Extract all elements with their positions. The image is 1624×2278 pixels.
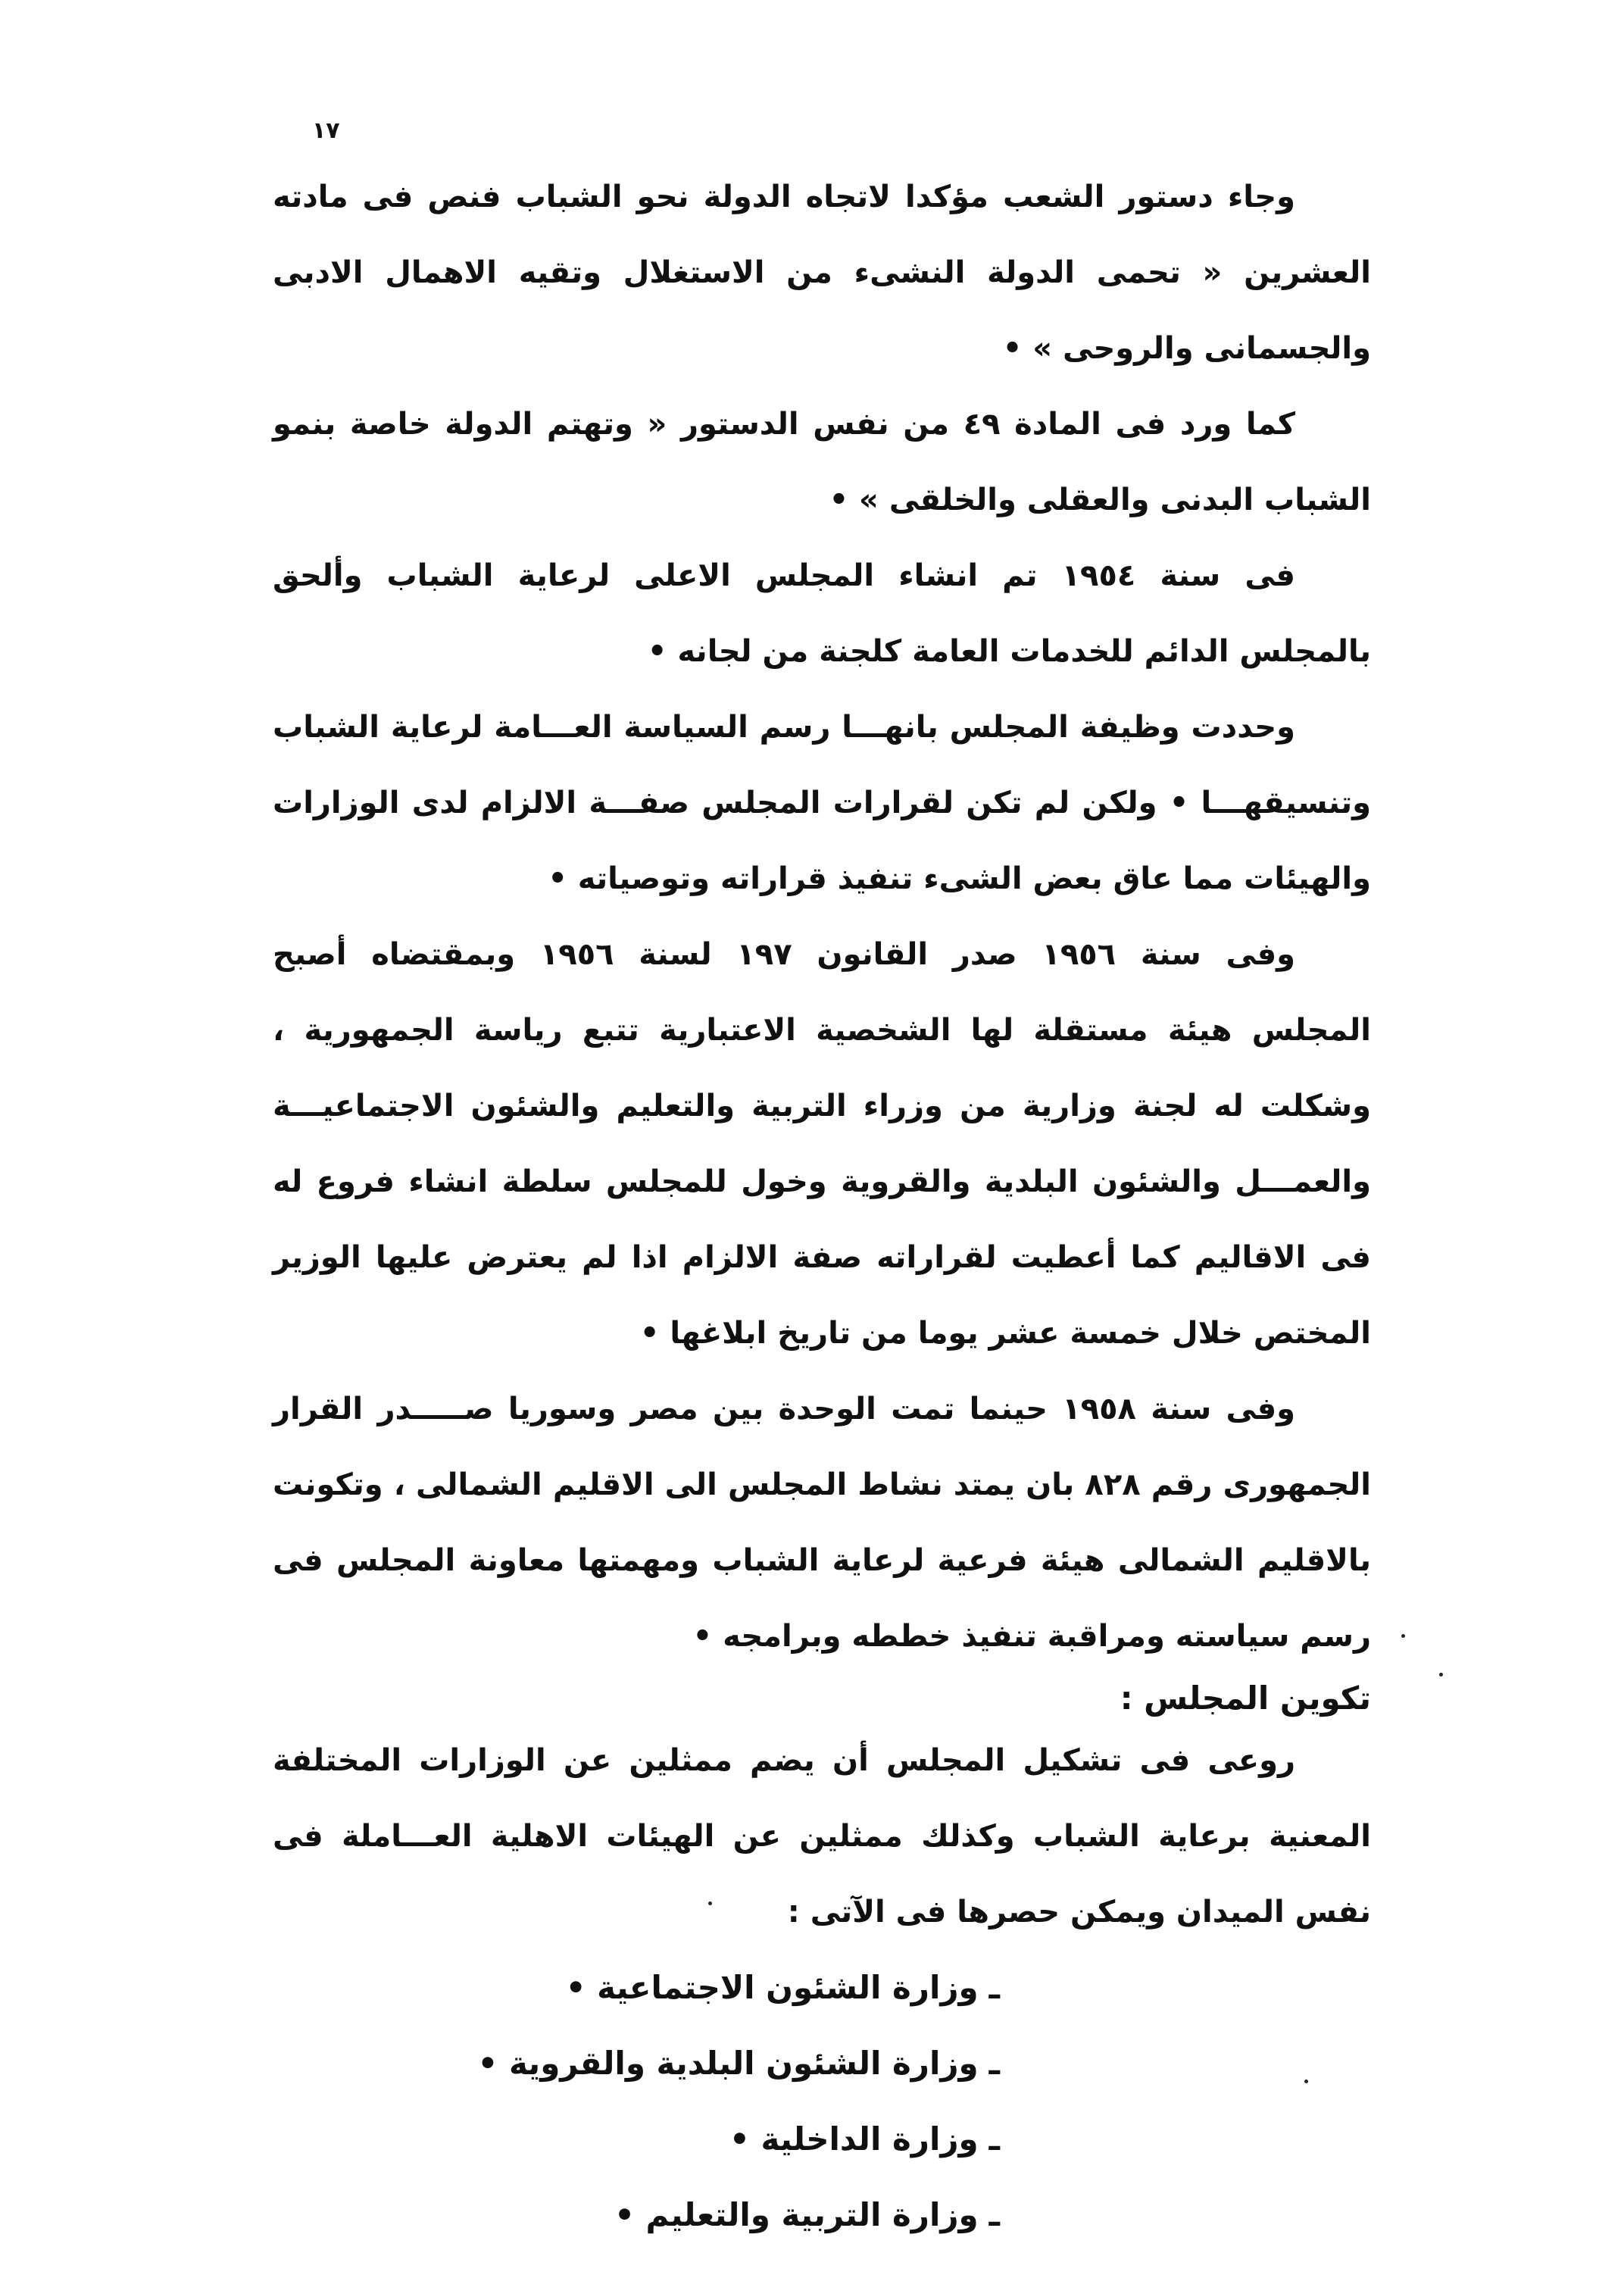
paragraph-constitution-article-49: كما ورد فى المادة ٤٩ من نفس الدستور « وتهتم الدولة خاصة بنمو الشباب البدنى والعقلى والخلقى » • [273,407,1371,517]
list-item-label: وزارة الشئون البلدية والقروية • [477,2045,979,2082]
list-item-label: وزارة التربية والتعليم • [614,2196,979,2233]
paragraph-union-1958: وفى سنة ١٩٥٨ حينما تمت الوحدة بين مصر وسوريا صـــــدر القرار الجمهورى رقم ٨٢٨ بان يمتد نشاط المجلس الى الاقليم الشمالى ، وتكونت بالاقليم الشمالى هيئة فرعية لرعاية الشباب ومهمتها معاونة المجلس فى رسم سياسته ومراقبة تنفيذ خططه وبرامجه • [273,1392,1372,1654]
body-text [273,159,1371,2253]
list-item [273,1950,1371,2026]
paragraph-council-function: وحددت وظيفة المجلس بانهـــا رسم السياسة العـــامة لرعاية الشباب وتنسيقهـــا • ولكن لم تكن لقرارات المجلس صفـــة الالزام لدى الوزارات والهيئات مما عاق بعض الشىء تنفيذ قراراته وتوصياته • [273,710,1371,896]
section-heading-council-formation: تكوين المجلس : [1120,1680,1371,1717]
dash-bullet-icon: ـ [988,2120,1000,2158]
list-item [273,2177,1371,2253]
paragraph-council-1954: فى سنة ١٩٥٤ تم انشاء المجلس الاعلى لرعاية الشباب وألحق بالمجلس الدائم للخدمات العامة كلجنة من لجانه • [273,558,1371,669]
list-item [273,2101,1371,2177]
ministries-list [273,1950,1371,2253]
paragraph-constitution-article-20: وجاء دستور الشعب مؤكدا لاتجاه الدولة نحو الشباب فنص فى مادته العشرين « تحمى الدولة النشىء من الاستغلال وتقيه الاهمال الادبى والجسمانى والروحى » • [273,180,1371,366]
dash-bullet-icon: ـ [988,2196,1000,2233]
page-number: ١٧ [312,117,340,144]
dash-bullet-icon: ـ [988,2045,1000,2082]
scan-speck-icon [1401,1634,1405,1638]
scan-speck-icon [1439,1673,1443,1676]
list-item-label: وزارة الشئون الاجتماعية • [565,1969,979,2006]
paragraph-council-composition: روعى فى تشكيل المجلس أن يضم ممثلين عن الوزارات المختلفة المعنية برعاية الشباب وكذلك ممثلين عن الهيئات الاهلية العـــاملة فى نفس الميدان ويمكن حصرها فى الآتى : [273,1743,1371,1930]
list-item-label: وزارة الداخلية • [729,2120,979,2158]
scan-speck-icon [708,1901,712,1905]
list-item [273,2026,1371,2101]
dash-bullet-icon: ـ [988,1969,1000,2006]
scan-speck-icon [1304,2080,1308,2083]
paragraph-law-1956: وفى سنة ١٩٥٦ صدر القانون ١٩٧ لسنة ١٩٥٦ وبمقتضاه أصبح المجلس هيئة مستقلة لها الشخصية الاعتبارية تتبع رياسة الجمهورية ، وشكلت له لجنة وزارية من وزراء التربية والتعليم والشئون الاجتماعيـــة والعمـــل والشئون البلدية والقروية وخول للمجلس سلطة انشاء فروع له فى الاقاليم كما أعطيت لقراراته صفة الالزام اذا لم يعترض عليها الوزير المختص خلال خمسة عشر يوما من تاريخ ابلاغها • [273,937,1371,1351]
